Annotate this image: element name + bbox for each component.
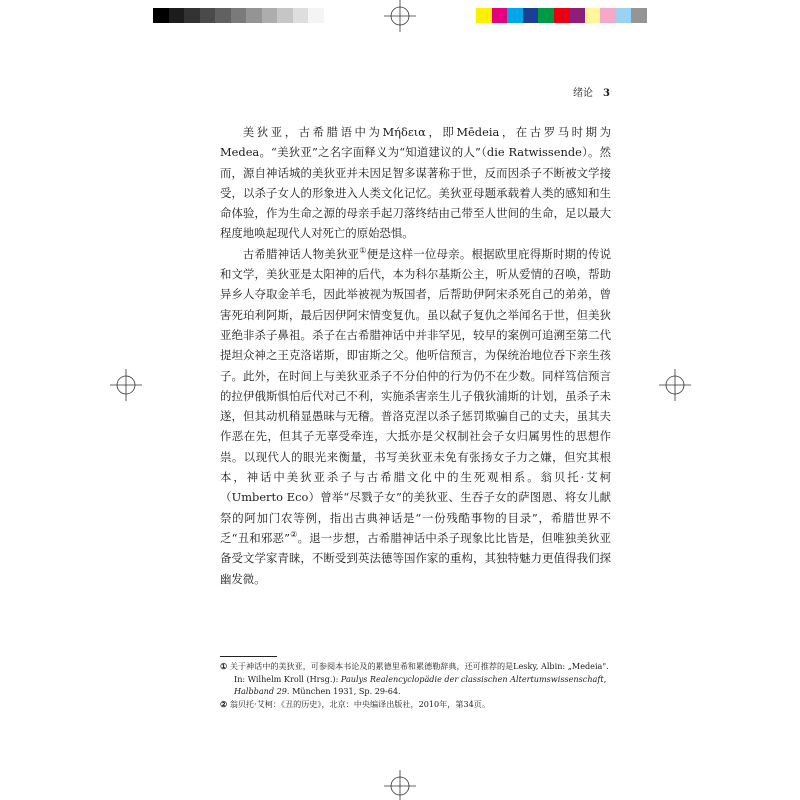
- gray-control-bar: [153, 8, 324, 23]
- page-number: 3: [603, 88, 610, 99]
- gray-swatch-1: [153, 8, 169, 23]
- gray-swatch-7: [246, 8, 262, 23]
- color-swatch-6: [554, 8, 570, 23]
- running-head: [560, 84, 610, 99]
- color-swatch-2: [492, 8, 508, 23]
- gray-swatch-3: [184, 8, 200, 23]
- footnote-1: [220, 660, 612, 698]
- gray-swatch-8: [262, 8, 278, 23]
- footnote-2-text: 翁贝托·艾柯：《丑的历史》，北京：中央编译出版社，2010年，第34页。: [229, 698, 490, 709]
- color-control-bar: [476, 8, 647, 23]
- color-swatch-4: [523, 8, 539, 23]
- registration-mark-top: [384, 0, 416, 32]
- footnote-1-mark: ①: [220, 661, 228, 671]
- footnotes: [220, 660, 612, 710]
- footnote-1-text-a: 关于神话中的美狄亚，可参阅本书论及的累德里希和累德勒辞典，还可推荐的是Lesky, Albin: „Medeia". In: Wilhelm Kroll (Hrsg.):: [229, 661, 609, 684]
- gray-swatch-4: [200, 8, 216, 23]
- color-swatch-7: [569, 8, 585, 23]
- color-swatch-9: [600, 8, 616, 23]
- registration-mark-left: [110, 369, 142, 401]
- footnote-1-text-b: München 1931, Sp. 29-64.: [289, 686, 401, 697]
- footnote-ref-2[interactable]: ②: [289, 530, 298, 540]
- color-swatch-8: [585, 8, 601, 23]
- footnote-ref-1[interactable]: ①: [359, 245, 367, 255]
- paragraph-1: 美狄亚，古希腊语中为Μήδεια，即Mēdeia，在古罗马时期为Medea。“美狄亚”之名字面释义为“知道建议的人”（die Ratwissende）。然而，源自神话城的美狄亚并未因足智多谋著称于世，反而因杀子不断被文学接受，以杀子女人的形象进入人类文化记忆。美狄亚母题承载着人类的感知和生命体验，作为生命之源的母亲手起刀落终结由己带至人世间的生命，足以最大程度地唤起现代人对死亡的原始恐惧。: [220, 125, 611, 241]
- paragraph-2-part-a: 古希腊神话人物美狄亚: [242, 246, 360, 261]
- gray-swatch-2: [169, 8, 185, 23]
- color-swatch-1: [476, 8, 492, 23]
- footnote-divider: [220, 656, 277, 657]
- footnote-2: [220, 698, 612, 711]
- gray-swatch-9: [277, 8, 293, 23]
- color-swatch-10: [616, 8, 632, 23]
- color-swatch-11: [631, 8, 647, 23]
- registration-mark-bottom: [384, 770, 416, 800]
- paragraph-2-part-c: 。退一步想，古希腊神话中杀子现象比比皆是，但唯独美狄亚备受文学家青睐，不断受到英法德等国作家的重构，其独特魅力更值得我们探幽发微。: [220, 530, 611, 586]
- footnote-2-mark: ②: [220, 698, 228, 709]
- color-swatch-3: [507, 8, 523, 23]
- gray-swatch-11: [308, 8, 324, 23]
- paragraph-2: [220, 244, 611, 589]
- registration-mark-right: [659, 369, 691, 401]
- gray-swatch-10: [293, 8, 309, 23]
- paragraph-2-part-b: 便是这样一位母亲。根据欧里庇得斯时期的传说和文学，美狄亚是太阳神的后代，本为科尔基斯公主，听从爱情的召唤，帮助异乡人夺取金羊毛，因此举被视为叛国者，后帮助伊阿宋杀死自己的弟弟，曾害死珀利阿斯，最后因伊阿宋情变复仇。虽以弑子复仇之举闻名于世，但美狄亚绝非杀子鼻祖。杀子在古希腊神话中并非罕见，较早的案例可追溯至第二代提坦众神之王克洛诺斯，即宙斯之父。他听信预言，为保统治地位吞下亲生孩子。此外，在时间上与美狄亚杀子不分伯仲的行为仍不在少数。同样笃信预言的拉伊俄斯惧怕后代对己不利，实施杀害亲生儿子俄狄浦斯的计划，虽杀子未遂，但其动机稍显愚昧与无稽。普洛克涅以杀子惩罚欺骗自己的丈夫，虽其夫作恶在先，但其子无辜受牵连，大抵亦是父权制社会子女归属男性的思想作祟。以现代人的眼光来衡量，书写美狄亚未免有张扬女子力之嫌，但究其根本，神话中美狄亚杀子与古希腊文化中的生死观相系。翁贝托·艾柯（Umberto Eco）曾举“尽戮子女”的美狄亚、生吞子女的萨图恩、将女儿献祭的阿加门农等例，指出古典神话是“一份残酷事物的目录”，希腊世界不乏“丑和邪恶”: [220, 246, 611, 545]
- body-text: [220, 122, 611, 589]
- footnote-1-title: Paulys Realencyclopädie der classischen Altertumswissenschaft, Halbband 29.: [234, 673, 607, 697]
- chapter-title: 绪论: [573, 88, 594, 99]
- gray-swatch-5: [215, 8, 231, 23]
- gray-swatch-6: [231, 8, 247, 23]
- color-swatch-5: [538, 8, 554, 23]
